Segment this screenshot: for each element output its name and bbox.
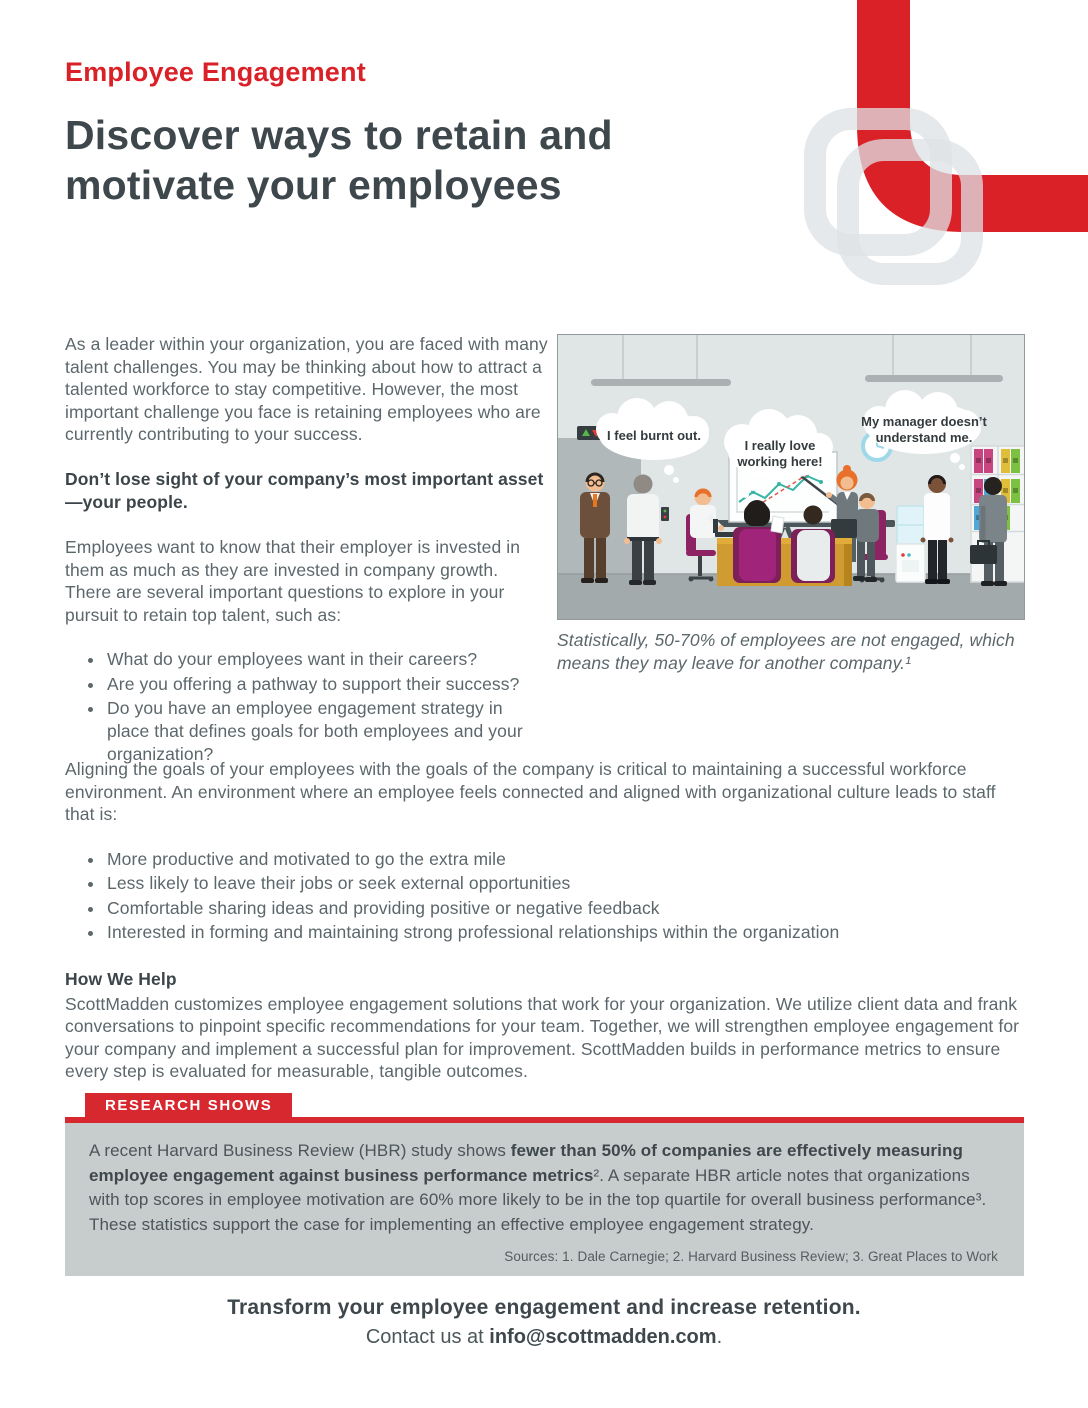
research-box <box>65 1123 1024 1276</box>
office-illustration-figure <box>557 334 1025 675</box>
wall-panel-icon <box>661 507 669 521</box>
research-callout <box>65 1093 1024 1276</box>
how-we-help-heading: How We Help <box>65 968 177 989</box>
list-item: • Less likely to leave their jobs or seek external opportunities <box>105 872 1027 895</box>
category-heading: Employee Engagement <box>65 57 366 87</box>
figure-caption: Statistically, 50-70% of employees are not engaged, which means they may leave for another company.¹ <box>557 630 1015 674</box>
list-item: • Do you have an employee engagement strategy in place that defines goals for both employees and your organization? <box>105 697 549 765</box>
footer-contact-line[interactable]: Contact us at info@scottmadden.com. <box>365 1326 723 1348</box>
svg-text:I feel burnt out.: I feel burnt out. <box>607 428 701 443</box>
briefcase-icon <box>970 545 997 564</box>
alignment-paragraph: Aligning the goals of your employees with the goals of the company is critical to maintaining a successful workforce environment. An environment where an employee feels connected and aligned with organizational culture leads to staff that is: <box>65 759 996 825</box>
intro-paragraph-1: As a leader within your organization, you are faced with many talent challenges. You may be thinking about how to attract a talented workforce to stay competitive. However, the most important challenge you face is retaining employees who are currently contributing to your success. <box>65 334 548 445</box>
list-item: • More productive and motivated to go the extra mile <box>105 848 1027 871</box>
sources-note: Sources: 1. Dale Carnegie; 2. Harvard Business Review; 3. Great Places to Work <box>504 1248 998 1264</box>
list-item: • Are you offering a pathway to support their success? <box>105 673 549 696</box>
water-cooler-icon <box>896 506 925 582</box>
list-item: • What do your employees want in their careers? <box>105 648 549 671</box>
svg-text:I really love: I really love <box>744 438 816 453</box>
questions-list <box>65 648 549 765</box>
benefits-list <box>65 848 1027 944</box>
how-we-help-paragraph: ScottMadden customizes employee engagement solutions that work for your organization. We utilize client data and frank conversations to pinpoint specific recommendations for your team. Together, we will strengthen employee engagement for your company and implement a successful plan for improvement. ScottMadden builds in performance metrics to ensure every step is evaluated for measurable, tangible outcomes. <box>65 993 1020 1082</box>
research-paragraph: A recent Harvard Business Review (HBR) study shows fewer than 50% of companies are effectively measuring employee engagement against business performance metrics². A separate HBR article notes that organizations with top scores in employee motivation are 60% more likely to be in the top quartile for overall business performance³. These statistics support the case for implementing an effective employee engagement strategy. <box>89 1141 987 1234</box>
svg-text:working here!: working here! <box>737 454 823 469</box>
svg-text:understand me.: understand me. <box>875 430 973 445</box>
office-illustration <box>557 334 1025 620</box>
footer-cta <box>0 1296 1088 1349</box>
corner-ribbon-decoration <box>788 0 1088 300</box>
alignment-section <box>65 758 1027 1105</box>
intro-column <box>65 333 549 767</box>
svg-text:My manager doesn’t: My manager doesn’t <box>861 414 987 429</box>
page-title: Discover ways to retain and motivate your employees <box>65 112 613 209</box>
list-item: • Comfortable sharing ideas and providing positive or negative feedback <box>105 897 1027 920</box>
footer-headline: Transform your employee engagement and increase retention. <box>227 1296 861 1319</box>
intro-subheading: Don’t lose sight of your company’s most important asset—your people. <box>65 468 544 512</box>
research-shows-label: RESEARCH SHOWS <box>85 1093 292 1117</box>
intro-paragraph-2: Employees want to know that their employer is invested in them as much as they are invested in company growth. There are several important questions to explore in your pursuit to retain top talent, such as: <box>65 537 521 625</box>
list-item: • Interested in forming and maintaining strong professional relationships within the organization <box>105 921 1027 944</box>
